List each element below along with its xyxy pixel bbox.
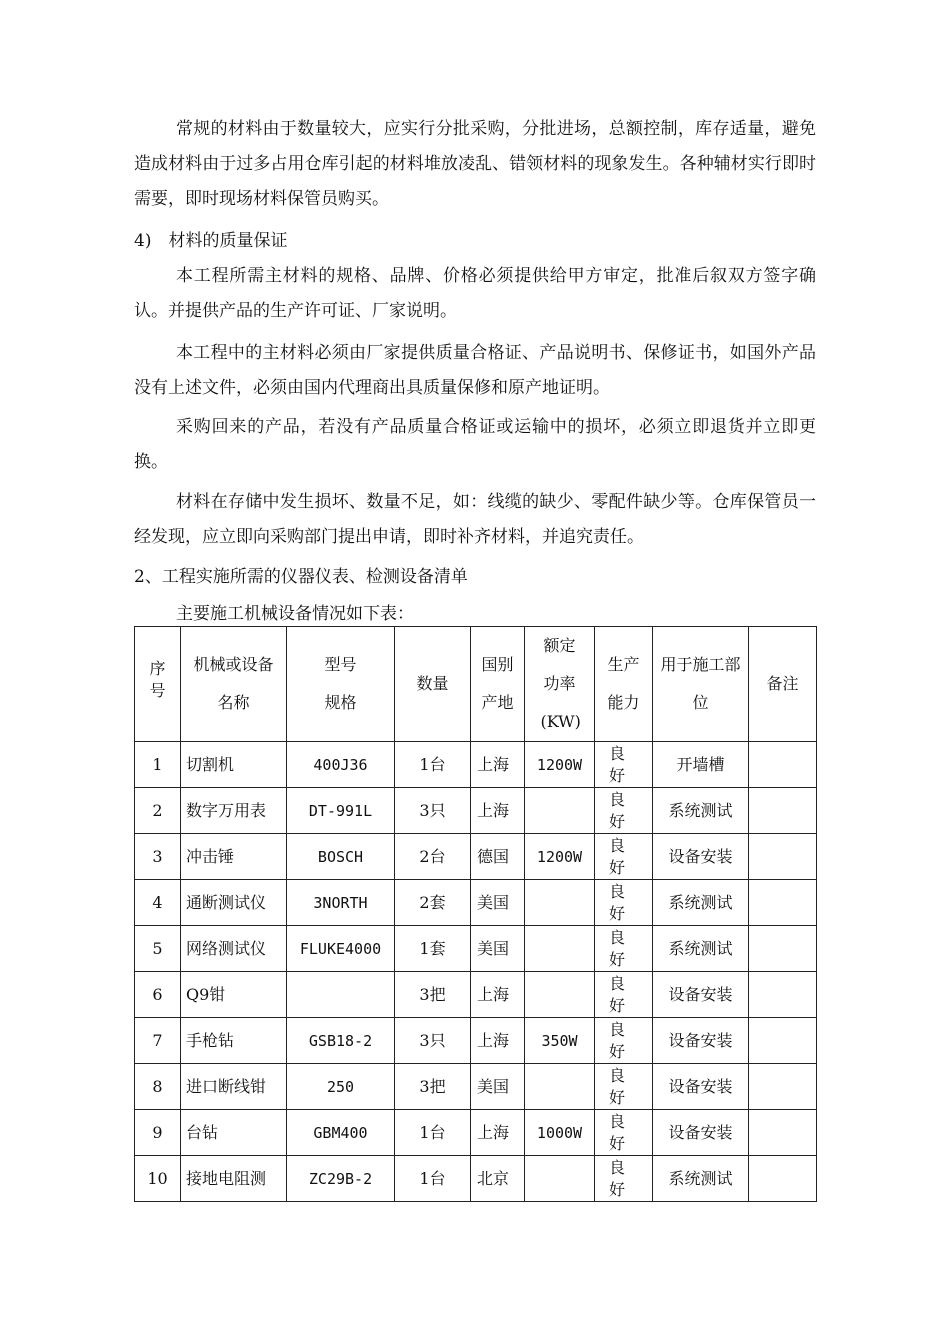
cell-capacity: 良好 — [595, 1064, 653, 1110]
cell-quantity: 2台 — [395, 834, 471, 880]
cell-capacity: 良好 — [595, 880, 653, 926]
cell-usage: 设备安装 — [653, 1018, 749, 1064]
cell-usage: 设备安装 — [653, 972, 749, 1018]
cell-capacity: 良好 — [595, 742, 653, 788]
cell-power — [525, 926, 595, 972]
cell-equipment-name: 手枪钻 — [181, 1018, 287, 1064]
cell-seq: 9 — [135, 1110, 181, 1156]
cell-seq: 1 — [135, 742, 181, 788]
cell-model: 3NORTH — [287, 880, 395, 926]
table-row — [135, 1110, 817, 1156]
cell-quantity: 3把 — [395, 1064, 471, 1110]
cell-equipment-name: 台钻 — [181, 1110, 287, 1156]
cell-power: 1000W — [525, 1110, 595, 1156]
cell-seq: 2 — [135, 788, 181, 834]
cell-quantity: 1套 — [395, 926, 471, 972]
equipment-table — [134, 626, 817, 1202]
cell-capacity: 良好 — [595, 1110, 653, 1156]
cell-equipment-name: 网络测试仪 — [181, 926, 287, 972]
table-row — [135, 926, 817, 972]
cell-quantity: 3把 — [395, 972, 471, 1018]
cell-equipment-name: 进口断线钳 — [181, 1064, 287, 1110]
header-name: 机械或设备名称 — [181, 627, 287, 742]
cell-model: FLUKE4000 — [287, 926, 395, 972]
header-seq: 序号 — [135, 627, 181, 742]
cell-remark — [749, 1110, 817, 1156]
cell-origin: 上海 — [471, 1110, 525, 1156]
heading-material-quality: 4) 材料的质量保证 — [134, 231, 288, 251]
cell-quantity: 2套 — [395, 880, 471, 926]
cell-remark — [749, 834, 817, 880]
cell-remark — [749, 972, 817, 1018]
cell-seq: 8 — [135, 1064, 181, 1110]
cell-capacity: 良好 — [595, 834, 653, 880]
cell-model — [287, 972, 395, 1018]
cell-remark — [749, 880, 817, 926]
heading-equipment-list: 2、工程实施所需的仪器仪表、检测设备清单 — [134, 567, 468, 587]
cell-model: BOSCH — [287, 834, 395, 880]
cell-power: 350W — [525, 1018, 595, 1064]
cell-capacity: 良好 — [595, 1156, 653, 1202]
cell-seq: 6 — [135, 972, 181, 1018]
cell-usage: 设备安装 — [653, 1064, 749, 1110]
header-capacity: 生产能力 — [595, 627, 653, 742]
cell-model: 400J36 — [287, 742, 395, 788]
cell-quantity: 1台 — [395, 1156, 471, 1202]
cell-model: ZC29B-2 — [287, 1156, 395, 1202]
header-origin: 国别产地 — [471, 627, 525, 742]
cell-usage: 开墙槽 — [653, 742, 749, 788]
cell-usage: 系统测试 — [653, 788, 749, 834]
cell-usage: 系统测试 — [653, 1156, 749, 1202]
cell-remark — [749, 788, 817, 834]
cell-capacity: 良好 — [595, 972, 653, 1018]
cell-usage: 系统测试 — [653, 926, 749, 972]
cell-seq: 7 — [135, 1018, 181, 1064]
cell-power — [525, 1156, 595, 1202]
cell-capacity: 良好 — [595, 926, 653, 972]
cell-origin: 美国 — [471, 880, 525, 926]
cell-power — [525, 1064, 595, 1110]
cell-origin: 上海 — [471, 742, 525, 788]
cell-power — [525, 880, 595, 926]
table-caption: 主要施工机械设备情况如下表： — [176, 604, 414, 624]
cell-origin: 德国 — [471, 834, 525, 880]
header-power: 额定功率(KW) — [525, 627, 595, 742]
cell-equipment-name: 冲击锤 — [181, 834, 287, 880]
cell-model: GBM400 — [287, 1110, 395, 1156]
cell-power — [525, 972, 595, 1018]
cell-remark — [749, 1156, 817, 1202]
cell-equipment-name: 数字万用表 — [181, 788, 287, 834]
cell-quantity: 3只 — [395, 1018, 471, 1064]
cell-seq: 10 — [135, 1156, 181, 1202]
cell-origin: 上海 — [471, 1018, 525, 1064]
cell-origin: 美国 — [471, 1064, 525, 1110]
paragraph-certificates: 本工程中的主材料必须由厂家提供质量合格证、产品说明书、保修证书，如国外产品没有上述文件，必须由国内代理商出具质量保修和原产地证明。 — [134, 343, 816, 398]
cell-equipment-name: 切割机 — [181, 742, 287, 788]
header-qty: 数量 — [395, 627, 471, 742]
table-row — [135, 972, 817, 1018]
table-row — [135, 1064, 817, 1110]
cell-remark — [749, 926, 817, 972]
cell-quantity: 3只 — [395, 788, 471, 834]
paragraph-material-approval: 本工程所需主材料的规格、品牌、价格必须提供给甲方审定，批准后叙双方签字确认。并提供产品的生产许可证、厂家说明。 — [134, 266, 816, 321]
cell-remark — [749, 742, 817, 788]
cell-power: 1200W — [525, 834, 595, 880]
cell-origin: 上海 — [471, 788, 525, 834]
header-usage: 用于施工部位 — [653, 627, 749, 742]
cell-remark — [749, 1018, 817, 1064]
cell-model: GSB18-2 — [287, 1018, 395, 1064]
cell-capacity: 良好 — [595, 1018, 653, 1064]
header-model: 型号规格 — [287, 627, 395, 742]
table-row — [135, 788, 817, 834]
table-header-row — [135, 627, 817, 742]
cell-quantity: 1台 — [395, 1110, 471, 1156]
header-remark: 备注 — [749, 627, 817, 742]
table-row — [135, 1156, 817, 1202]
cell-usage: 设备安装 — [653, 834, 749, 880]
paragraph-storage-damage: 材料在存储中发生损坏、数量不足，如：线缆的缺少、零配件缺少等。仓库保管员一经发现，应立即向采购部门提出申请，即时补齐材料，并追究责任。 — [134, 492, 816, 547]
cell-seq: 5 — [135, 926, 181, 972]
cell-capacity: 良好 — [595, 788, 653, 834]
cell-equipment-name: Q9钳 — [181, 972, 287, 1018]
table-row — [135, 1018, 817, 1064]
paragraph-bulk-materials: 常规的材料由于数量较大，应实行分批采购，分批进场，总额控制，库存适量，避免造成材料由于过多占用仓库引起的材料堆放凌乱、错领材料的现象发生。各种辅材实行即时需要，即时现场材料保管员购买。 — [134, 119, 816, 209]
cell-origin: 北京 — [471, 1156, 525, 1202]
cell-quantity: 1台 — [395, 742, 471, 788]
cell-seq: 3 — [135, 834, 181, 880]
cell-equipment-name: 接地电阻测 — [181, 1156, 287, 1202]
cell-seq: 4 — [135, 880, 181, 926]
cell-usage: 设备安装 — [653, 1110, 749, 1156]
cell-power: 1200W — [525, 742, 595, 788]
cell-origin: 美国 — [471, 926, 525, 972]
table-row — [135, 880, 817, 926]
cell-power — [525, 788, 595, 834]
cell-model: DT-991L — [287, 788, 395, 834]
cell-remark — [749, 1064, 817, 1110]
paragraph-returns: 采购回来的产品，若没有产品质量合格证或运输中的损坏，必须立即退货并立即更换。 — [134, 417, 816, 472]
cell-equipment-name: 通断测试仪 — [181, 880, 287, 926]
cell-usage: 系统测试 — [653, 880, 749, 926]
cell-model: 250 — [287, 1064, 395, 1110]
cell-origin: 上海 — [471, 972, 525, 1018]
table-row — [135, 834, 817, 880]
table-row — [135, 742, 817, 788]
